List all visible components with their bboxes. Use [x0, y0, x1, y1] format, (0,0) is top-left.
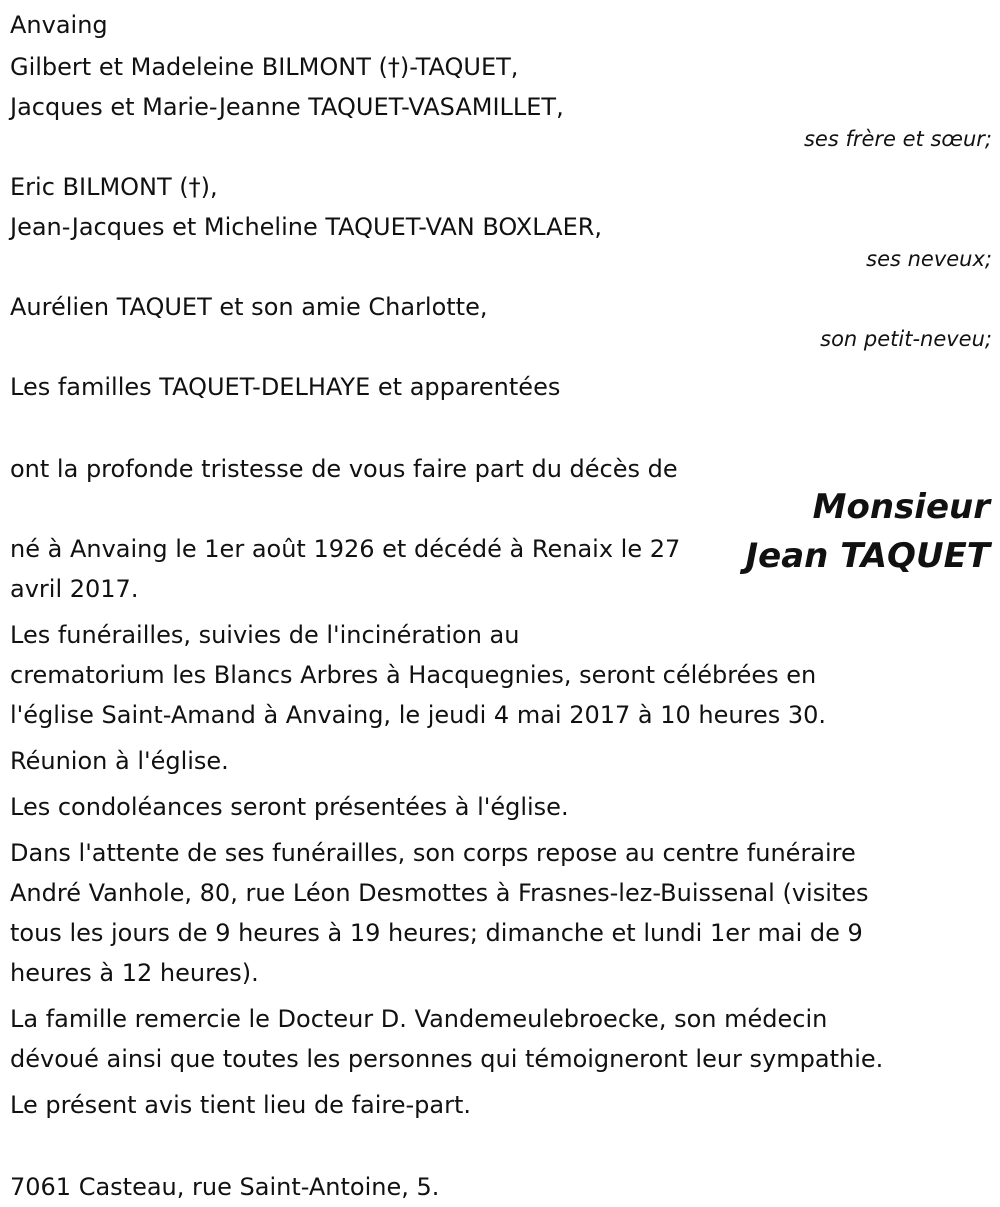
- repose-line: André Vanhole, 80, rue Léon Desmottes à Frasnes-lez-Buissenal (visites: [10, 879, 869, 907]
- family-line: Eric BILMONT (†),: [10, 173, 218, 201]
- deceased-name: Jean TAQUET: [745, 536, 990, 576]
- relation-label: ses neveux;: [866, 247, 992, 271]
- announcement: ont la profonde tristesse de vous faire part du décès de: [10, 455, 678, 483]
- birth-death-line: né à Anvaing le 1er août 1926 et décédé à Renaix le 27: [10, 535, 681, 563]
- reunion-line: Réunion à l'église.: [10, 747, 229, 775]
- family-line: Jean-Jacques et Micheline TAQUET-VAN BOXLAER,: [10, 213, 603, 241]
- relation-label: ses frère et sœur;: [803, 127, 992, 151]
- address-line: 7061 Casteau, rue Saint-Antoine, 5.: [10, 1173, 440, 1201]
- family-line: Gilbert et Madeleine BILMONT (†)-TAQUET,: [10, 53, 519, 81]
- family-group-grandnephew: [10, 287, 990, 351]
- family-group-siblings: [10, 47, 990, 151]
- body-repose-paragraph: [10, 833, 990, 993]
- thanks-paragraph: [10, 999, 990, 1079]
- notice-line: Le présent avis tient lieu de faire-part.: [10, 1091, 472, 1119]
- repose-line: heures à 12 heures).: [10, 959, 259, 987]
- place-header: Anvaing: [10, 11, 108, 39]
- birth-death-line: avril 2017.: [10, 575, 139, 603]
- family-group-nephews: [10, 167, 990, 271]
- families-line: Les familles TAQUET-DELHAYE et apparentées: [10, 373, 561, 401]
- thanks-line: dévoué ainsi que toutes les personnes qui témoigneront leur sympathie.: [10, 1045, 884, 1073]
- repose-line: tous les jours de 9 heures à 19 heures; dimanche et lundi 1er mai de 9: [10, 919, 863, 947]
- deceased-name-block: [746, 483, 991, 581]
- obituary-notice: [10, 5, 990, 1207]
- family-line: Aurélien TAQUET et son amie Charlotte,: [10, 293, 488, 321]
- funeral-paragraph: [10, 615, 990, 735]
- repose-line: Dans l'attente de ses funérailles, son corps repose au centre funéraire: [10, 839, 856, 867]
- family-line: Jacques et Marie-Jeanne TAQUET-VASAMILLET,: [10, 93, 564, 121]
- funeral-line: l'église Saint-Amand à Anvaing, le jeudi 4 mai 2017 à 10 heures 30.: [10, 701, 827, 729]
- condolences-line: Les condoléances seront présentées à l'église.: [10, 793, 569, 821]
- thanks-line: La famille remercie le Docteur D. Vandemeulebroecke, son médecin: [10, 1005, 828, 1033]
- funeral-line: Les funérailles, suivies de l'incinération au: [10, 621, 520, 649]
- deceased-title: Monsieur: [812, 487, 990, 527]
- funeral-line: crematorium les Blancs Arbres à Hacquegnies, seront célébrées en: [10, 661, 817, 689]
- relation-label: son petit-neveu;: [820, 327, 992, 351]
